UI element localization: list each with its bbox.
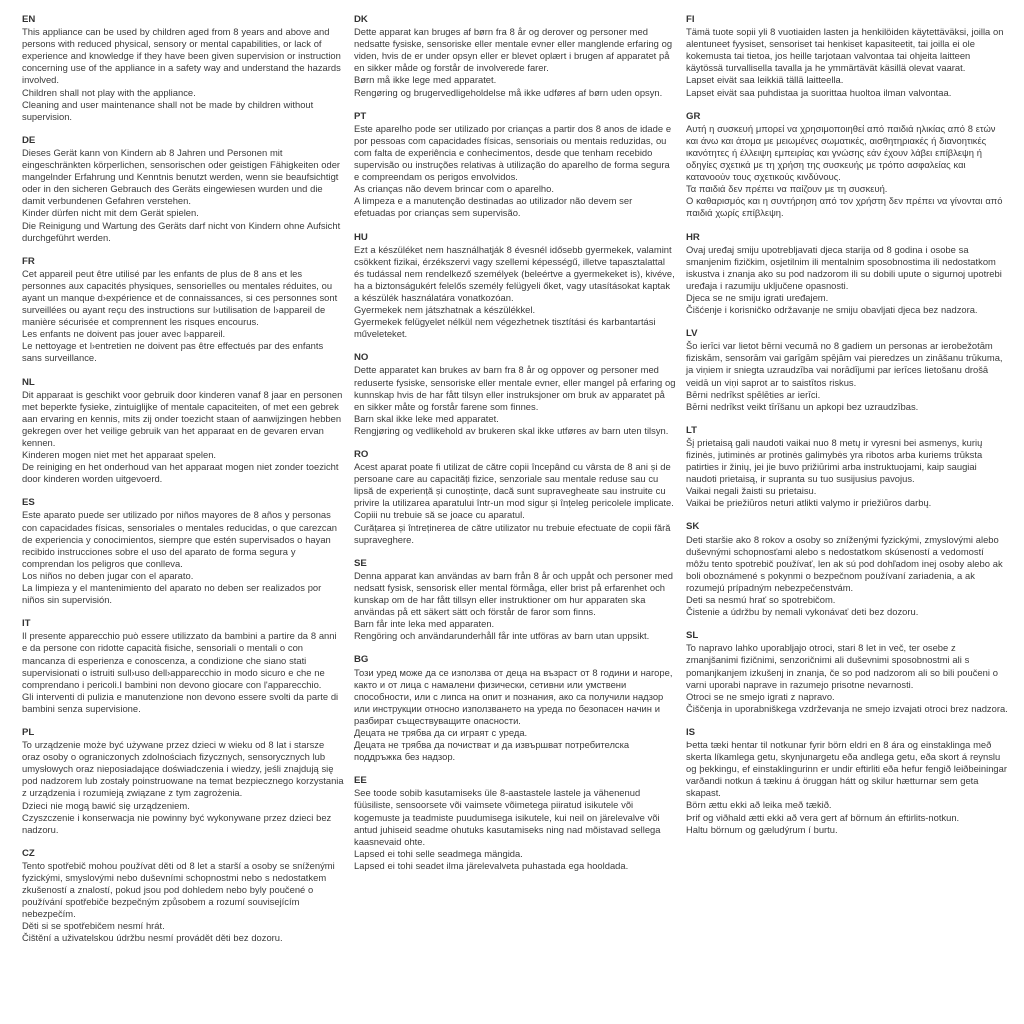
section-DE (22, 135, 344, 244)
section-paragraph: Lapsed ei tohi selle seadmega mängida. (354, 847, 523, 859)
section-paragraph: Vaikai negali žaisti su prietaisu. (686, 485, 817, 497)
section-paragraph: Ezt a készüléket nem használhatják 8 évesnél idősebb gyermekek, valamint csökkent fizikai, érzékszervi vagy szellemi képességű, illetve tapasztalattal és tudással nem rendelkező személyek (beleértve a gyermekeket is), kivéve, ha a biztonságukért felelős személy felügyeli őket, vagy utasításokat kaptak a készülék használatára vonatkozóan. (354, 243, 675, 303)
section-paragraph: To urządzenie może być używane przez dzieci w wieku od 8 lat i starsze oraz osoby o ograniczonych zdolnościach fizycznych, sensorycznych lub umysłowych oraz nieposiadające doświadczenia i wiedzy, jeśli znajdują się pod nadzorem lub zostały poinstruowane na temat bezpiecznego korzystania z urządzenia i rozumieją związane z tym zagrożenia. (22, 739, 344, 799)
section-paragraph: Børn må ikke lege med apparatet. (354, 74, 497, 86)
section-paragraph: Este aparato puede ser utilizado por niños mayores de 8 años y personas con capacidades físicas, sensoriales o mentales reducidas, o que carezcan de experiencia y conocimientos, siempre que estén supervisados o hayan recibido instrucciones sobre el uso del aparato de forma segura y comprendan los peligros que conlleva. (22, 509, 337, 569)
language-code: HR (686, 231, 700, 243)
section-LT (686, 425, 1008, 510)
section-paragraph: Rengöring och användarunderhåll får inte utföras av barn utan uppsikt. (354, 630, 650, 642)
section-paragraph: This appliance can be used by children aged from 8 years and above and persons with reduced physical, sensory or mental capabilities, or lack of experience and knowledge if they have been given supervision or instruction concerning use of the appliance in a safety way and understand the hazards involved. (22, 26, 341, 86)
section-paragraph: Dit apparaat is geschikt voor gebruik door kinderen vanaf 8 jaar en personen met beperkte fysieke, zintuiglijke of mentale capaciteiten, of met een gebrek aan ervaring en kennis, mits zij onder toezicht staan of aanwijzingen hebben gekregen over het veilige gebruik van het apparaat en de gevaren ervan kennen. (22, 388, 343, 448)
section-SK (686, 521, 1008, 618)
column-1 (22, 14, 344, 957)
section-SE (354, 558, 676, 643)
section-paragraph: Šo ierīci var lietot bērni vecumā no 8 gadiem un personas ar ierobežotām fiziskām, sensorām vai garīgām spējām vai pieredzes un zināšanu trūkuma, ja viņiem ir sniegta uzraudzība vai norādījumi par ierīces lietošanu drošā veidā un viņi saprot ar to saistītos riskus. (686, 340, 1003, 388)
language-code: SL (686, 630, 699, 642)
section-paragraph: Les enfants ne doivent pas jouer avec l›appareil. (22, 328, 226, 340)
section-paragraph: Curățarea și întreținerea de către utilizator nu trebuie efectuate de copii fără supraveghere. (354, 521, 671, 545)
language-code: NO (354, 352, 369, 364)
section-paragraph: Die Reinigung und Wartung des Geräts darf nicht von Kindern ohne Aufsicht durchgeführt werden. (22, 219, 341, 243)
section-paragraph: Lapset eivät saa leikkiä tällä laitteella. (686, 74, 844, 86)
language-code: LT (686, 424, 698, 436)
column-2 (354, 14, 676, 957)
section-IT (22, 618, 344, 715)
language-code: EE (354, 775, 367, 787)
language-code: PL (22, 726, 35, 738)
language-code: FR (22, 255, 35, 267)
language-code: GR (686, 110, 701, 122)
section-ES (22, 497, 344, 606)
section-HU (354, 232, 676, 341)
section-paragraph: Αυτή η συσκευή μπορεί να χρησιμοποιηθεί από παιδιά ηλικίας από 8 ετών και άνω και άτομα με μειωμένες σωματικές, αισθητηριακές ή διανοητικές ικανότητες ή έλλειψη εμπειρίας και γνώσης εάν έχουν λάβει επίβλεψη ή οδηγίες σχετικά με τη χρήση της συσκευής με τρόπο ασφαλείας και κατανοούν τους σχετικούς κινδύνους. (686, 122, 996, 183)
section-paragraph: Čišćenje i korisničko održavanje ne smiju obavljati djeca bez nadzora. (686, 304, 978, 316)
language-code: PT (354, 110, 367, 122)
language-code: IS (686, 726, 696, 738)
language-code: LV (686, 328, 698, 340)
section-paragraph: Dieses Gerät kann von Kindern ab 8 Jahren und Personen mit eingeschränkten körperlichen, sensorischen oder geistigen Fähigkeiten oder mangelnder Erfahrung und Kenntnis benutzt werden, wenn sie beaufsichtigt oder in den sicheren Gebrauch des Geräts eingewiesen wurden und die damit verbundenen Gefahren verstehen. (22, 146, 341, 207)
language-code: HU (354, 231, 368, 243)
section-paragraph: Deti staršie ako 8 rokov a osoby so zníženými fyzickými, zmyslovými alebo duševnými schopnosťami alebo s nedostatkom skúseností a vedomostí môžu tento spotrebič používať, len ak sú pod dohľadom inej osoby alebo ak boli oboznámené s pokynmi o bezpečnom používaní zariadenia, a ak rozumejú prípadným nebezpečenstvám. (686, 533, 1003, 593)
section-FR (22, 256, 344, 365)
section-paragraph: Gli interventi di pulizia e manutenzione non devono essere svolti da parte di bambini senza supervisione. (22, 690, 339, 714)
section-paragraph: Dzieci nie mogą bawić się urządzeniem. (22, 799, 190, 811)
section-paragraph: Barn får inte leka med apparaten. (354, 618, 495, 630)
language-code: BG (354, 654, 369, 666)
language-code: ES (22, 497, 35, 509)
section-paragraph: Čistenie a údržbu by nemali vykonávať deti bez dozoru. (686, 606, 919, 618)
section-paragraph: Kinderen mogen niet met het apparaat spelen. (22, 449, 217, 461)
section-paragraph: Gyermekek nem játszhatnak a készülékkel. (354, 304, 536, 316)
section-PL (22, 727, 344, 836)
language-code: DK (354, 14, 368, 25)
section-paragraph: Τα παιδιά δεν πρέπει να παίζουν με τη συσκευή. (686, 183, 888, 195)
column-3 (686, 14, 1008, 957)
section-paragraph: Децата не трябва да почистват и да извършват потребителска поддръжка без надзор. (354, 739, 630, 763)
section-HR (686, 232, 1008, 317)
section-paragraph: Dette apparatet kan brukes av barn fra 8 år og oppover og personer med reduserte fysiske, sensoriske eller mentale evner, eller mangel på erfaring og kunnskap hvis de har fått tilsyn eller instruksjoner om bruk av apparatet på en sikker måte og forstår farene som finnes. (354, 364, 676, 412)
section-NL (22, 377, 344, 486)
language-code: EN (22, 14, 36, 25)
section-paragraph: Tento spotřebič mohou používat děti od 8 let a starší a osoby se sníženými fyzickými, smyslovými nebo duševními schopnostmi nebo s nedostatkem zkušeností a znalostí, pokud jsou pod dohledem nebo byly poučené o používání spotřebiče bezpečným způsobem a rozumí souvisejícím nebezpečím. (22, 859, 335, 920)
section-RO (354, 449, 676, 546)
section-paragraph: Copiii nu trebuie să se joace cu aparatul. (354, 509, 525, 521)
section-EN (22, 14, 344, 123)
section-paragraph: Cet appareil peut être utilisé par les enfants de plus de 8 ans et les personnes aux capacités physiques, sensorielles ou mentales réduites, ou ayant un manque d›expérience et de connaissances, si ces personnes sont surveillées ou ayant reçu des instructions sur l›utilisation de l›appareil de manière sécurisée et comprennent les risques encourus. (22, 267, 338, 328)
language-code: NL (22, 376, 35, 388)
language-code: SE (354, 557, 367, 569)
section-paragraph: To napravo lahko uporabljajo otroci, stari 8 let in več, ter osebe z zmanjšanimi fizičnimi, senzoričnimi ali duševnimi sposobnostmi ali s pomanjkanjem izkušenj in znanja, če so pod nadzorom ali so bili poučeni o varni uporabi naprave in razumejo prisotne nevarnosti. (686, 642, 998, 690)
section-paragraph: Börn ættu ekki að leika með tækið. (686, 799, 832, 811)
section-CZ (22, 848, 344, 945)
section-paragraph: Czyszczenie i konserwacja nie powinny być wykonywane przez dzieci bez nadzoru. (22, 811, 332, 835)
section-NO (354, 352, 676, 437)
section-paragraph: Децата не трябва да си играят с уреда. (354, 726, 528, 738)
section-paragraph: Čištění a uživatelskou údržbu nesmí provádět děti bez dozoru. (22, 932, 283, 944)
section-paragraph: Þrif og viðhald ætti ekki að vera gert af börnum án eftirlits-notkun. (686, 811, 960, 823)
language-code: CZ (22, 847, 35, 859)
section-paragraph: Los niños no deben jugar con el aparato. (22, 569, 194, 581)
section-paragraph: Deti sa nesmú hrať so spotrebičom. (686, 594, 836, 606)
language-code: SK (686, 521, 700, 533)
section-paragraph: Dette apparat kan bruges af børn fra 8 år og derover og personer med nedsatte fysiske, sensoriske eller mentale evner eller manglende erfaring og viden, hvis de er under opsyn eller er blevet oplært i brugen af apparatet på en sikker måde og forstår de involverede farer. (354, 26, 673, 74)
section-paragraph: Čiščenja in uporabniškega vzdrževanja ne smejo izvajati otroci brez nadzora. (686, 702, 1008, 714)
section-paragraph: Tämä tuote sopii yli 8 vuotiaiden lasten ja henkilöiden käytettäväksi, joilla on alentuneet fyysiset, sensoriset tai henkiset kapasiteetit, tai joilla ei ole kokemusta tai tietoa, jos heille tarjotaan valvontaa tai ohjeita laitteen käytössä turvallisella tavalla ja he ymmärtävät käsillä olevat vaarat. (686, 26, 1004, 74)
section-paragraph: Gyermekek felügyelet nélkül nem végezhetnek tisztítási és karbantartási műveleteket. (354, 316, 656, 340)
section-paragraph: Lapset eivät saa puhdistaa ja suorittaa huoltoa ilman valvontaa. (686, 86, 952, 98)
section-paragraph: Le nettoyage et l›entretien ne doivent pas être effectués par des enfants sans surveillance. (22, 340, 324, 364)
section-paragraph: Haltu börnum og gæludýrum í burtu. (686, 823, 838, 835)
section-SL (686, 630, 1008, 715)
section-paragraph: Rengjøring og vedlikehold av brukeren skal ikke utføres av barn uten tilsyn. (354, 424, 669, 436)
section-EE (354, 775, 676, 872)
section-paragraph: Ovaj uređaj smiju upotrebljavati djeca starija od 8 godina i osobe sa smanjenim fizičkim, osjetilnim ili mentalnim sposobnostima ili nedostatkom iskustva i znanja ako su pod nadzorom ili su dobili upute o sigurnoj upotrebi uređaja i razumiju uključene opasnosti. (686, 243, 1002, 291)
section-paragraph: Bērni nedrīkst veikt tīrīšanu un apkopi bez uzraudzības. (686, 400, 919, 412)
language-code: DE (22, 134, 36, 146)
section-paragraph: Denna apparat kan användas av barn från 8 år och uppåt och personer med nedsatt fysisk, sensorisk eller mental förmåga, eller brist på erfarenhet och kunskap om de har fått tillsyn eller instruktioner om hur apparaten ska användas på ett säkert sätt och förstår de faror som finns. (354, 569, 673, 618)
section-paragraph: Acest aparat poate fi utilizat de către copii începând cu vârsta de 8 ani și de persoane care au capacități fizice, senzoriale sau mentale reduse sau cu lipsă de experiență și cunoștințe, dacă sunt supravegheate sau instruite cu privire la utilizarea aparatului într-un mod sigur și înțeleg pericolele implicate. (354, 461, 674, 509)
section-paragraph: See toode sobib kasutamiseks üle 8-aastastele lastele ja vähenenud füüsiliste, sensoorsete või vaimsete võimetega piiratud isikutele või kogemuste ja teadmiste puudumisega isikutele, kui neil on järelevalve või antud juhiseid seadme ohutuks kasutamiseks ning nad mõistavad sellega kaasnevaid ohte. (354, 787, 661, 847)
section-paragraph: Otroci se ne smejo igrati z napravo. (686, 690, 835, 702)
section-paragraph: A limpeza e a manutenção destinadas ao utilizador não devem ser efetuadas por crianças sem supervisão. (354, 195, 633, 219)
section-paragraph: Този уред може да се използва от деца на възраст от 8 години и нагоре, както и от лица с намалени физически, сетивни или умствени способности, или с липса на опит и познания, ако са получили надзор или инструкции относно използването на уреда по безопасен начин и разбират съществуващите опасности. (354, 666, 673, 726)
section-PT (354, 111, 676, 220)
section-paragraph: Il presente apparecchio può essere utilizzato da bambini a partire da 8 anni e da persone con ridotte capacità fisiche, sensoriali o mentali o con mancanza di esperienza e conoscenza, a condizione che siano stati supervisionati o istruiti sull›uso dell›apparecchio in modo sicuro e che ne comprendano i pericoli.I bambini non devono giocare con l'apparecchio. (22, 630, 337, 690)
language-code: FI (686, 14, 695, 25)
section-paragraph: Rengøring og brugervedligeholdelse må ikke udføres af børn uden opsyn. (354, 86, 663, 98)
language-code: IT (22, 618, 31, 630)
section-paragraph: Þetta tæki hentar til notkunar fyrir börn eldri en 8 ára og einstaklinga með skerta líkamlega getu, skynjunargetu eða andlega getu, eða skort á reynslu og þekkingu, ef einstaklingurinn er undir eftirliti eða hefur fengið leiðbeiningar varðandi notkun á tækinu á öruggan hátt og skilur hætturnar sem geta skapast. (686, 738, 1007, 799)
section-paragraph: Vaikai be priežiūros neturi atlikti valymo ir priežiūros darbų. (686, 497, 932, 509)
section-BG (354, 654, 676, 763)
language-code: RO (354, 449, 369, 460)
section-IS (686, 727, 1008, 836)
section-FI (686, 14, 1008, 99)
section-paragraph: Cleaning and user maintenance shall not be made by children without supervision. (22, 98, 314, 122)
section-paragraph: Šį prietaisą gali naudoti vaikai nuo 8 metų ir vyresni bei asmenys, kurių fizinės, jutiminės ar protinės galimybės yra ribotos arba kuriems trūksta patirties ir žinių, jei jie buvo prižiūrimi arba instruktuojami, kaip saugiai naudoti prietaisą, ir supranta su tuo susijusius pavojus. (686, 436, 983, 485)
section-paragraph: La limpieza y el mantenimiento del aparato no deben ser realizados por niños sin supervisión. (22, 582, 322, 606)
section-paragraph: Lapsed ei tohi seadet ilma järelevalveta puhastada ega hooldada. (354, 859, 629, 871)
section-DK (354, 14, 676, 99)
section-paragraph: Djeca se ne smiju igrati uređajem. (686, 291, 829, 303)
section-paragraph: Barn skal ikke leke med apparatet. (354, 412, 499, 424)
section-paragraph: Děti si se spotřebičem nesmí hrát. (22, 920, 165, 932)
section-paragraph: As crianças não devem brincar com o aparelho. (354, 183, 554, 195)
section-paragraph: Children shall not play with the appliance. (22, 86, 196, 98)
section-paragraph: Kinder dürfen nicht mit dem Gerät spielen. (22, 207, 199, 219)
section-paragraph: Este aparelho pode ser utilizado por crianças a partir dos 8 anos de idade e por pessoas com capacidades físicas, sensoriais ou mentais reduzidas, ou com falta de experiência e conhecimentos, desde que tenham recebido supervisão ou instruções relativas à utilização do aparelho de forma segura e compreendam os perigos envolvidos. (354, 122, 672, 183)
section-paragraph: De reiniging en het onderhoud van het apparaat mogen niet zonder toezicht door kinderen worden uitgevoerd. (22, 461, 339, 485)
section-LV (686, 328, 1008, 413)
section-paragraph: Bērni nedrīkst spēlēties ar ierīci. (686, 388, 821, 400)
section-paragraph: Ο καθαρισμός και η συντήρηση από τον χρήστη δεν πρέπει να γίνονται από παιδιά χωρίς επίβλεψη. (686, 195, 1003, 219)
section-GR (686, 111, 1008, 220)
